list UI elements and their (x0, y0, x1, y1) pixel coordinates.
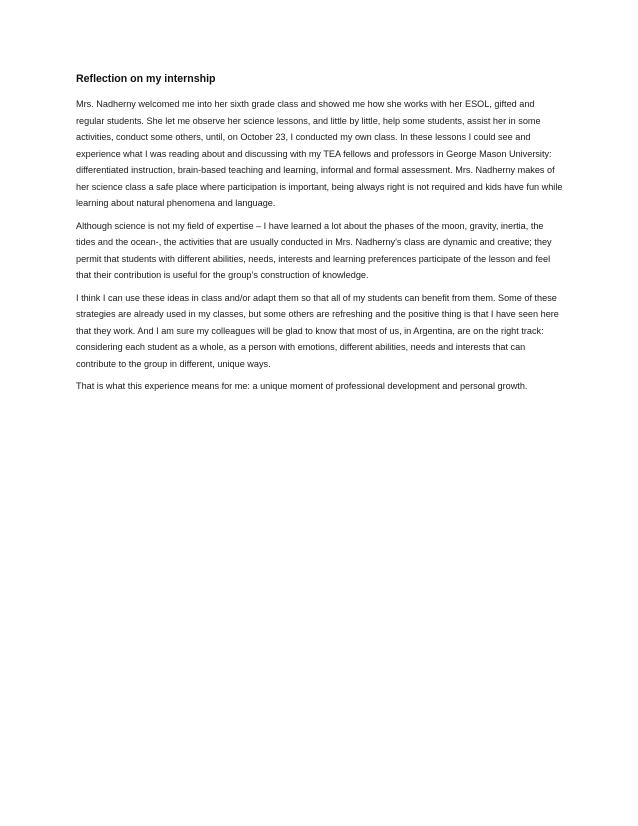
paragraph-4: That is what this experience means for me: a unique moment of professional development and personal growth. (76, 381, 528, 391)
document-body (76, 72, 564, 401)
paragraph-1: Mrs. Nadherny welcomed me into her sixth grade class and showed me how she works with her ESOL, gifted and regular students. She let me observe her science lessons, and little by little, help some students, assist her in some activities, conduct some others, until, on October 23, I conducted my own class. In these lessons I could see and experience what I was reading about and discussing with my TEA fellows and professors in George Mason University: differentiated instruction, brain-based teaching and learning, informal and formal assessment. Mrs. Nadherny makes of her science class a safe place where participation is important, being always right is not required and kids have fun while learning about natural phenomena and language. (76, 99, 563, 208)
document-title: Reflection on my internship (76, 73, 216, 85)
paragraph-3: I think I can use these ideas in class and/or adapt them so that all of my students can benefit from them. Some of these strategies are already used in my classes, but some others are refreshing and the positive thing is that I have seen here that they work. And I am sure my colleagues will be glad to know that most of us, in Argentina, are on the right track: considering each student as a whole, as a person with emotions, different abilities, needs and interests that can contribute to the group in different, unique ways. (76, 292, 559, 369)
paragraph-2: Although science is not my field of expertise – I have learned a lot about the phases of the moon, gravity, inertia, the tides and the ocean-, the activities that are usually conducted in Mrs. Nadherny’s class are dynamic and creative; they permit that students with different abilities, needs, interests and learning preferences participate of the lesson and feel that their contribution is useful for the group’s construction of knowledge. (76, 220, 552, 280)
